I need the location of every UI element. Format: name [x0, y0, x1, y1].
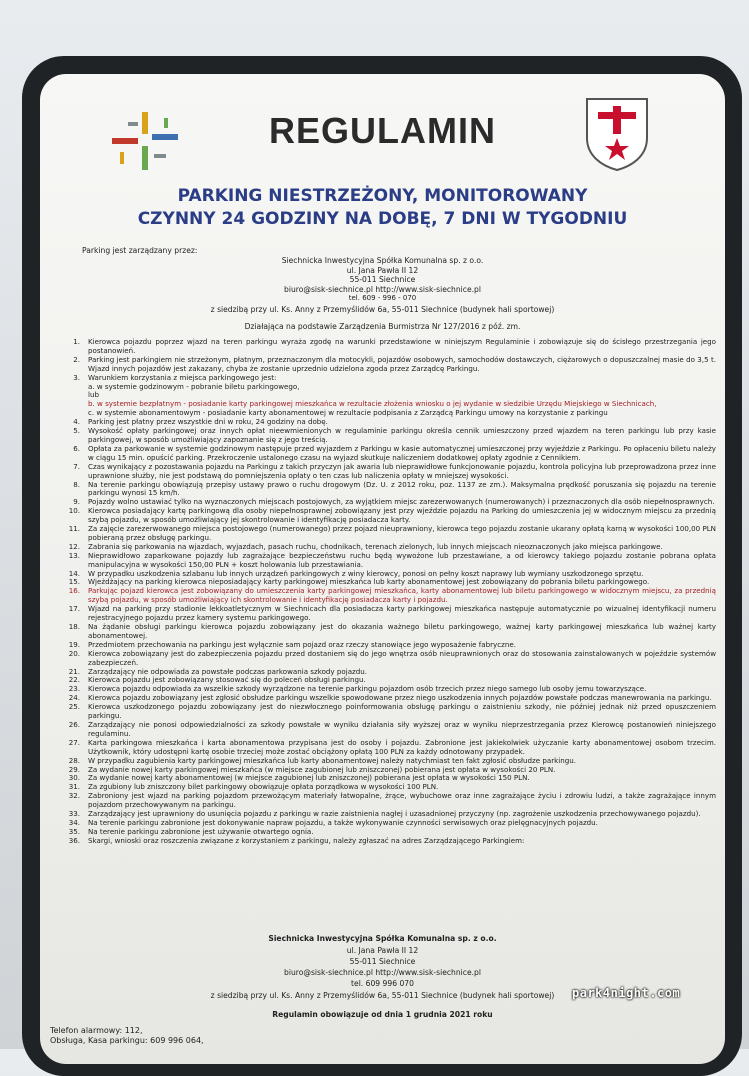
rule-text: Zabroniony jest wjazd na parking pojazdom przewożącym materiały łatwopalne, żrące, wybuchowe oraz inne zagrażające życiu i zdrowiu ludzi, a także zagrażające innym pojazdom przechowywanym na parkingu. [88, 791, 716, 810]
rule-number: 2. [73, 354, 80, 364]
rule-number: 31. [68, 782, 80, 792]
rule-item [52, 383, 716, 392]
rule-number: 29. [68, 764, 80, 774]
footer-street: ul. Jana Pawła II 12 [346, 946, 419, 955]
rule-number: 16. [68, 586, 80, 596]
rule-text: lub [88, 390, 99, 400]
rule-item [52, 427, 716, 445]
rule-number: 9. [73, 497, 80, 507]
rule-text: Wysokość opłaty parkingowej oraz innych opłat nieewmienionych w regulaminie parkingu określa cennik umieszczony przed wjazdem na teren parkingu lub przy kasie parkingowej, w sposób umożliwiający zapoznanie się z jego treścią. [88, 426, 716, 444]
rule-text: W przypadku uszkodzenia szlabanu lub innych urządzeń parkingowych z winy kierowcy, ponosi on pełny koszt naprawy lub wymiany uszkodzonego sprzętu. [88, 568, 644, 578]
rule-item [52, 463, 716, 481]
rule-text: b. w systemie bezpłatnym - posiadanie karty parkingowej mieszkańca w rezultacie złożenia wniosku o jej wydanie w siedzibie Urzędu Miejskiego w Siechnicach, [88, 399, 657, 409]
rule-text: Pojazdy wolno ustawiać tylko na wyznaczonych miejscach postojowych, za wyjątkiem miejsc zarezerwowanych (numerowanych) i przeznaczonych dla osób niepełnosprawnych. [88, 497, 715, 507]
rule-number: 32. [68, 791, 80, 801]
rule-text: Kierowca uszkodzonego pojazdu zobowiązany jest do niezwłocznego poinformowania obsługę parkingu o zaistnieniu szkody, nie później jednak niż przed opuszczeniem parkingu. [88, 702, 716, 721]
rule-text: Czas wynikający z pozostawania pojazdu na Parkingu z takich przyczyn jak awaria lub nieprawidłowe funkcjonowanie pojazdu, kontrola policyjna lub przeprowadzona przez inne uprawnione służby, nie jest podstawą do pomniejszenia opłaty o ten czas lub naliczenia opłaty w mniejszej wysokości. [88, 461, 716, 480]
rule-number: 1. [73, 337, 80, 346]
footer-city: 55-011 Siechnice [349, 957, 416, 966]
rule-number: 23. [68, 684, 80, 694]
rule-item [52, 338, 716, 356]
effective-date: Regulamin obowiązuje od dnia 1 grudnia 2021 roku [272, 1010, 493, 1019]
rule-number: 14. [68, 568, 80, 578]
manager-street: ul. Jana Pawła II 12 [346, 266, 419, 275]
footer-seat: z siedzibą przy ul. Ks. Anny z Przemyślidów 6a, 55-011 Siechnice (budynek hali sportowej) [210, 991, 555, 1000]
rule-text: Nieprawidłowo zaparkowane pojazdy lub zagrażające bezpieczeństwu ruchu będą wywożone lub przestawiane, a od kierowcy takiego pojazdu zostanie pobrana opłata manipulacyjna w wysokości 150,00 PLN + koszt holowania lub przestawiania. [88, 550, 716, 569]
rule-number: 33. [68, 809, 80, 819]
rule-number: 6. [73, 443, 80, 453]
rule-item [52, 552, 716, 570]
rule-text: Zarządzający nie odpowiada za powstałe podczas parkowania szkody pojazdu. [88, 666, 368, 676]
rule-number: 34. [68, 817, 80, 827]
rule-number: 10. [68, 506, 80, 516]
rule-text: W przypadku zagubienia karty parkingowej mieszkańca lub karty abonamentowej należy natychmiast ten fakt zgłosić obsłudze parkingu. [88, 755, 576, 765]
rule-item [52, 792, 716, 810]
rule-text: Kierowca pojazdu poprzez wjazd na teren parkingu wyraża zgodę na warunki przedstawione w niniejszym Regulaminie i zobowiązuje się do ścisłego przestrzegania jego postanowień. [88, 337, 716, 355]
rule-text: Parking jest parkingiem nie strzeżonym, płatnym, przeznaczonym dla motocykli, pojazdów osobowych, samochodów dostawczych, ciężarowych o dopuszczalnej masie do 3,5 t. Wjazd innych pojazdów jest zakazany, chyba że zostanie uprzednio udzielona zgoda przez Zarządcę Parkingu. [88, 354, 716, 373]
coat-of-arms-icon [584, 96, 650, 172]
rule-number: 19. [68, 639, 80, 649]
rule-number: 11. [68, 524, 80, 534]
rule-item [52, 525, 716, 543]
rule-item [52, 481, 716, 499]
footer-company: Siechnicka Inwestycyjna Spółka Komunalna sp. z o.o. [268, 934, 497, 943]
rule-text: Kierowca zobowiązany jest do zabezpieczenia pojazdu przed dostaniem się do jego wnętrza osób nieuprawnionych oraz do stosowania zainstalowanych w pojeździe systemów zabezpieczeń. [88, 648, 716, 667]
manager-phone: tel. 609 - 996 - 070 [348, 294, 417, 302]
rule-number [52, 409, 88, 418]
rule-text: Zarządzający nie ponosi odpowiedzialności za szkody powstałe w wyniku działania siły wyższej oraz w wyniku nieprzestrzegania przez Kierowcę postanowień niniejszego regulaminu. [88, 719, 716, 738]
rule-text: Zarządzający jest uprawniony do usunięcia pojazdu z parkingu w razie zaistnienia nagłej i uzasadnionej przyczyny (np. zagrożenie uszkodzenia przechowywanego pojazdu). [88, 809, 701, 819]
page-title: REGULAMIN [269, 110, 496, 151]
rule-text: Na terenie parkingu obowiązują przepisy ustawy prawo o ruchu drogowym (Dz. U. z 2012 roku, poz. 1137 ze zm.). Maksymalna prędkość poruszania się pojazdu na terenie parkingu wynosi 15 km/h. [88, 479, 716, 498]
rule-number: 21. [68, 666, 80, 676]
rule-text: Na żądanie obsługi parkingu kierowca pojazdu zobowiązany jest do okazania ważnego biletu parkingowego, ważnej karty parkingowej mieszkańca lub ważnej karty abonamentowej. [88, 622, 716, 640]
rule-text: Za wydanie nowej karty parkingowej mieszkańca (w miejsce zagubionej lub zniszczonej) pobierana jest opłata w wysokości 20 PLN. [88, 764, 556, 774]
rule-item [52, 507, 716, 525]
service-phone: Obsługa, Kasa parkingu: 609 996 064, [50, 1036, 204, 1045]
rule-number: 22. [68, 675, 80, 685]
rule-text: Za zajęcie zarezerwowanego miejsca postojowego (numerowanego) przez pojazd nieuprawniony, kierowca tego pojazdu zostanie ukarany opłatą karną w wysokości 100,00 PLN pobieraną przez obsługę parkingu. [88, 524, 716, 542]
rule-text: Za wydanie nowej karty abonamentowej (w miejsce zagubionej lub zniszczonej) pobierana jest opłata w wysokości 150 PLN. [88, 773, 530, 783]
watermark: park4night.com [572, 986, 681, 1000]
rule-number: 4. [73, 417, 80, 427]
rule-text: c. w systemie abonamentowym - posiadanie karty abonamentowej w rezultacie podpisania z Zarządcą Parkingu umowy na korzystanie z parkingu [88, 408, 608, 418]
rule-text: Kierowca posiadający kartę parkingową dla osoby niepełnosprawnej zobowiązany jest przy wjeździe pojazdu na Parking do umieszczenia jej w widocznym miejscu za przednią szybą pojazdu, w sposób umożliwiający jej skontrolowanie i identyfikację posiadacza karty. [88, 506, 716, 525]
footer-phone: tel. 609 996 070 [351, 979, 414, 988]
rule-item [52, 650, 716, 668]
rule-item [52, 703, 716, 721]
rule-number: 8. [73, 479, 80, 489]
rule-text: Wjazd na parking przy stadionie lekkoatletycznym w Siechnicach dla posiadacza karty parkingowej mieszkańca następuje automatycznie po wizualnej identyfikacji numeru rejestracyjnego pojazdu przez kamery systemu parkingowego. [88, 604, 716, 623]
rule-number: 36. [68, 835, 80, 845]
rule-item [52, 721, 716, 739]
rule-number [52, 400, 88, 409]
rule-text: Opłata za parkowanie w systemie godzinowym następuje przed wyjazdem z Parkingu w kasie automatycznej umieszczonej przy wyjeździe z Parkingu. Po opłaceniu biletu należy w ciągu 15 min. opuścić parking. Przekroczenie ustalonego czasu na wyjazd skutkuje naliczeniem dodatkowej opłaty zgodnie z Cennikiem. [88, 443, 716, 462]
rule-text: Przedmiotem przechowania na parkingu jest wyłącznie sam pojazd oraz rzeczy stanowiące jego wyposażenie fabryczne. [88, 639, 516, 649]
rule-number: 24. [68, 693, 80, 703]
manager-company: Siechnicka Inwestycyjna Spółka Komunalna sp. z o.o. [281, 256, 484, 265]
manager-seat: z siedzibą przy ul. Ks. Anny z Przemyślidów 6a, 55-011 Siechnice (budynek hali sportowej) [210, 305, 555, 314]
manager-contact: biuro@sisk-siechnice.pl http://www.sisk-siechnice.pl [284, 285, 481, 294]
rule-number: 13. [68, 550, 80, 560]
rule-text: Skargi, wnioski oraz roszczenia związane z korzystaniem z parkingu, należy zgłaszać na adres Zarządzającego Parkingiem: [88, 835, 525, 845]
rule-number: 20. [68, 648, 80, 658]
manager-intro: Parking jest zarządzany przez: [82, 246, 198, 255]
rule-text: Na terenie parkingu zabronione jest używanie otwartego ognia. [88, 826, 314, 836]
rule-number: 7. [73, 461, 80, 471]
rule-item [52, 739, 716, 757]
rule-number: 27. [68, 737, 80, 747]
rule-text: Na terenie parkingu zabronione jest dokonywanie napraw pojazdu, a także wykonywanie czynności serwisowych oraz pielęgnacyjnych pojazdu. [88, 817, 598, 827]
rule-text: Kierowca pojazdu odpowiada za wszelkie szkody wyrządzone na terenie parkingu pojazdom osób trzecich przez niego samego lub osoby jemu towarzyszące. [88, 684, 647, 694]
rule-number: 35. [68, 826, 80, 836]
rule-number: 3. [73, 372, 80, 382]
rule-text: Parking jest płatny przez wszystkie dni w roku, 24 godziny na dobę. [88, 417, 328, 427]
rule-item [52, 837, 716, 846]
rule-item [52, 445, 716, 463]
rule-number: 15. [68, 577, 80, 587]
rule-text: Zabrania się parkowania na wjazdach, wyjazdach, pasach ruchu, chodnikach, terenach zielonych, lub innych miejscach nieoznaczonych jako miejsca parkingowe. [88, 541, 663, 551]
rule-item [52, 587, 716, 605]
rule-text: Parkując pojazd kierowca jest zobowiązany do umieszczenia karty parkingowej mieszkańca, karty abonamentowej lub biletu parkingowego w widocznym miejscu, za przednią szybą pojazdu, w sposób umożliwiający ich skontrolowanie i identyfikację posiadacza karty i pojazdu. [88, 586, 716, 605]
rule-number: 26. [68, 719, 80, 729]
rule-text: Kierowca pojazdu jest zobowiązany stosować się do poleceń obsługi parkingu. [88, 675, 366, 685]
rule-number: 18. [68, 622, 80, 631]
footer-contact: biuro@sisk-siechnice.pl http://www.sisk-siechnice.pl [284, 968, 481, 977]
rule-number: 12. [68, 541, 80, 551]
rule-number: 5. [73, 426, 80, 436]
subtitle-hours: CZYNNY 24 GODZINY NA DOBĘ, 7 DNI W TYGODNIU [137, 209, 628, 229]
rule-text: Wjeżdżający na parking kierowca nieposiadający karty parkingowej mieszkańca lub karty abonamentowej jest zobowiązany do pobrania biletu parkingowego. [88, 577, 650, 587]
rule-number [52, 383, 88, 392]
rule-item [52, 605, 716, 623]
alarm-phone: Telefon alarmowy: 112, [50, 1026, 143, 1035]
manager-city: 55-011 Siechnice [349, 275, 416, 284]
rule-item [52, 623, 716, 641]
regulation-sign [40, 74, 725, 1064]
manager-legal-basis: Działająca na podstawie Zarządzenia Burmistrza Nr 127/2016 z póź. zm. [244, 322, 521, 331]
rule-text: Za zgubiony lub zniszczony bilet parkingowy obowiązuje opłata porządkowa w wysokości 100 PLN. [88, 782, 439, 792]
rule-text: Kierowca pojazdu zobowiązany jest zgłosić obsłudze parkingu wszelkie spowodowane przez niego uszkodzenia innych pojazdów powstałe podczas manewrowania na parkingu. [88, 693, 712, 703]
subtitle-parking-type: PARKING NIESTRZEŻONY, MONITOROWANY [177, 186, 588, 206]
rule-number: 25. [68, 702, 80, 712]
rule-text: a. w systemie godzinowym - pobranie biletu parkingowego, [88, 381, 300, 391]
rules-list [52, 338, 716, 846]
rule-number [52, 391, 88, 400]
rule-item [52, 356, 716, 374]
rule-text: Warunkiem korzystania z miejsca parkingowego jest: [88, 372, 277, 382]
rule-number: 17. [68, 604, 80, 614]
rule-number: 30. [68, 773, 80, 783]
rule-number: 28. [68, 755, 80, 765]
rule-text: Karta parkingowa mieszkańca i karta abonamentowa przypisana jest do osoby i pojazdu. Zabronione jest jakiekolwiek użyczanie karty abonamentowej osobom trzecim. Użytkownik, który udostępni kartę osobie trzeciej może zostać obciążony opłatą 100 PLN za każdy odnotowany przypadek. [88, 737, 716, 756]
